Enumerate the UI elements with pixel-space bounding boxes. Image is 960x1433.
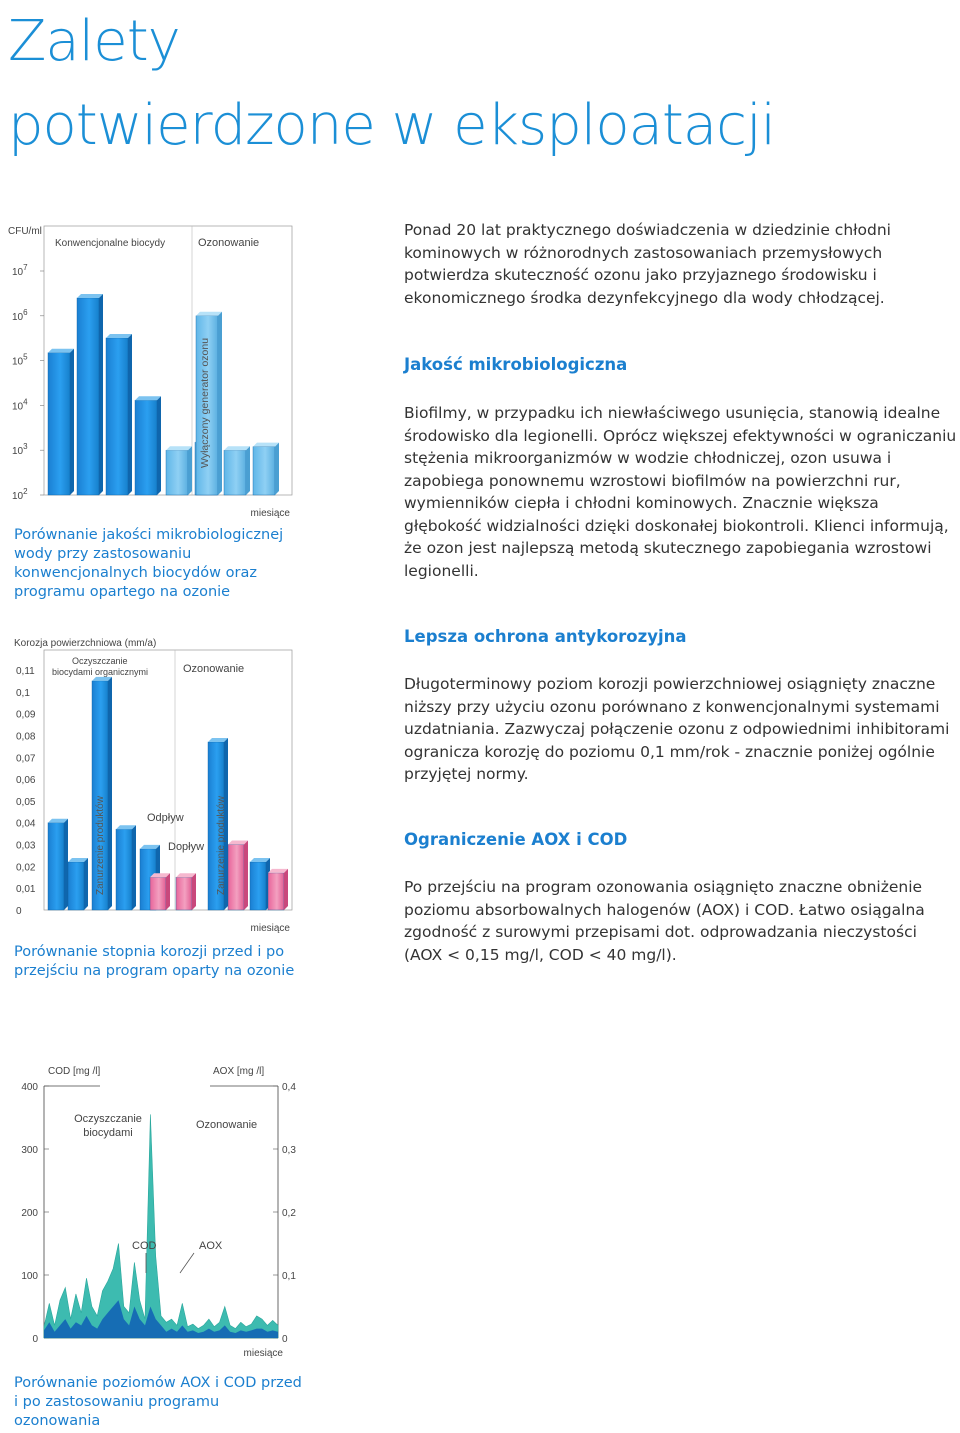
chart3-caption: Porównanie poziomów AOX i COD przed i po zastosowaniu programu ozonowania (14, 1375, 302, 1429)
y-tick-label: 0,09 (16, 709, 36, 721)
immersion-label-2: Zanurzenie produktów (216, 796, 227, 895)
y-right-tick: 0,2 (282, 1208, 296, 1219)
xlabel: miesiące (250, 923, 290, 934)
y-tick-label: $10^2$ (12, 487, 28, 502)
y-tick-label: 0,08 (16, 731, 36, 743)
y-tick-label: 0,1 (16, 687, 30, 699)
bar-conventional (135, 396, 161, 495)
generator-off-label: Wyłączony generator ozonu (199, 337, 211, 468)
bar-ozone (176, 873, 196, 910)
xlabel: miesiące (250, 508, 290, 519)
y-right-tick: 0 (282, 1334, 288, 1345)
y-tick-label: 0 (16, 906, 22, 917)
y-tick-label: 0,07 (16, 753, 36, 765)
y-left-tick: 100 (21, 1271, 38, 1282)
y-left-tick: 300 (21, 1145, 38, 1156)
y-left-tick: 200 (21, 1208, 38, 1219)
cod-series (44, 1114, 278, 1338)
page-title-line2: potwierdzone w eksploatacji (8, 93, 776, 158)
aox-axis-label: AOX [mg /l] (213, 1066, 265, 1077)
region-biocide-line2: biocydami (83, 1127, 133, 1139)
region-conventional: Konwencjonalne biocydy (55, 238, 166, 249)
heading-aox-cod: Ograniczenie AOX i COD (404, 830, 628, 849)
bar-ozone (166, 446, 192, 495)
bar-ozone (150, 873, 170, 910)
cod-annotation: COD (132, 1240, 157, 1252)
page-title (8, 0, 775, 168)
bar-ozone (224, 446, 250, 495)
y-right-tick: 0,4 (282, 1082, 296, 1093)
y-tick-label: $10^7$ (12, 263, 28, 278)
region-ozone: Ozonowanie (196, 1119, 258, 1131)
page-title-line1: Zalety (8, 9, 180, 74)
y-tick-label: $10^3$ (12, 442, 28, 458)
aox-annotation: AOX (199, 1240, 223, 1252)
y-left-tick: 400 (21, 1082, 38, 1093)
microbiology-chart (0, 218, 300, 518)
bar-biocide (48, 819, 68, 910)
outflow-label: Odpływ (147, 812, 184, 824)
region-biocide-line1: Oczyszczanie (72, 656, 128, 666)
y-tick-label: 0,11 (16, 666, 35, 677)
intro-paragraph: Ponad 20 lat praktycznego doświadczenia w dziedzinie chłodni kominowych w różnorodnych zastosowaniach przemysłowych potwierdza skuteczność ozonu jako przyjaznego środowisku i ekonomicznego środka dezynfekcyjnego dla wody chłodzącej. (404, 221, 891, 307)
bar-ozone (228, 841, 248, 910)
microbiology-paragraph: Biofilmy, w przypadku ich niewłaściwego usunięcia, stanowią idealne środowisko dla legionelli. Oprócz większej efektywności w ograniczaniu stężenia mikroorganizmów w wodzie chłodniczej, ozon usuwa i zapobiega ponownemu wzrostowi biofilmów na powierzchni rur, wymienników ciepła i chłodni kominowych. Znacznie większa głębokość widzialności dzięki doskonałej biokontroli. Klienci informują, że ozon jest najlepszą metodą skutecznego zapobiegania wzrostowi legionelli. (404, 404, 957, 580)
region-ozone: Ozonowanie (198, 237, 260, 249)
inflow-label: Dopływ (168, 841, 205, 853)
xlabel: miesiące (243, 1348, 283, 1359)
aox-cod-paragraph: Po przejściu na program ozonowania osiągnięto znaczne obniżenie poziomu absorbowalnych halogenów (AOX) i COD. Łatwo osiągalna zgodność z surowymi przepisami dot. odprowadzania nieczystości (AOX < 0,15 mg/l, COD < 40 mg/l). (404, 878, 925, 964)
bar-conventional (77, 294, 103, 495)
chart1-caption: Porównanie jakości mikrobiologicznej wody przy zastosowaniu konwencjonalnych biocydów oraz programu opartego na ozonie (14, 527, 284, 600)
y-left-tick: 0 (32, 1334, 38, 1345)
y-tick-label: 0,06 (16, 775, 36, 787)
y-right-tick: 0,1 (282, 1271, 296, 1282)
cod-axis-label: COD [mg /l] (48, 1066, 101, 1077)
y-tick-label: 0,02 (16, 862, 36, 874)
ylabel: Korozja powierzchniowa (mm/a) (14, 638, 157, 649)
ylabel: CFU/ml (8, 226, 42, 237)
region-biocide-line2: biocydami organicznymi (52, 667, 149, 677)
heading-microbiology: Jakość mikrobiologiczna (404, 355, 628, 374)
bar-biocide (116, 825, 136, 910)
bar-ozone (253, 443, 279, 495)
bar-ozone (268, 869, 288, 910)
y-tick-label: $10^4$ (12, 397, 28, 413)
bar-biocide (68, 858, 88, 910)
aox-cod-chart (0, 1060, 300, 1360)
y-tick-label: 0,01 (16, 884, 36, 896)
corrosion-chart (0, 632, 300, 937)
y-tick-label: $10^6$ (12, 307, 28, 323)
y-tick-label: $10^5$ (12, 352, 28, 368)
bar-conventional (48, 349, 74, 495)
corrosion-paragraph: Długoterminowy poziom korozji powierzchniowej osiągnięty znaczne niższy przy użyciu ozonu porównano z konwencjonalnymi systemami uzdatniania. Zazwyczaj połączenie ozonu z odpowiednimi inhibitorami ogranicza korozję do poziomu 0,1 mm/rok - znacznie poniżej ogólnie przyjętej normy. (404, 675, 950, 783)
y-tick-label: 0,03 (16, 840, 36, 852)
y-tick-label: 0,05 (16, 796, 36, 808)
y-right-tick: 0,3 (282, 1145, 296, 1156)
region-biocide-line1: Oczyszczanie (74, 1113, 142, 1125)
region-ozone: Ozonowanie (183, 663, 245, 675)
bar-ozone (250, 858, 270, 910)
immersion-label-1: Zanurzenie produktów (95, 796, 106, 895)
heading-corrosion: Lepsza ochrona antykorozyjna (404, 627, 687, 646)
chart2-caption: Porównanie stopnia korozji przed i po przejściu na program oparty na ozonie (14, 944, 295, 979)
bar-conventional (106, 334, 132, 495)
y-tick-label: 0,04 (16, 818, 36, 830)
